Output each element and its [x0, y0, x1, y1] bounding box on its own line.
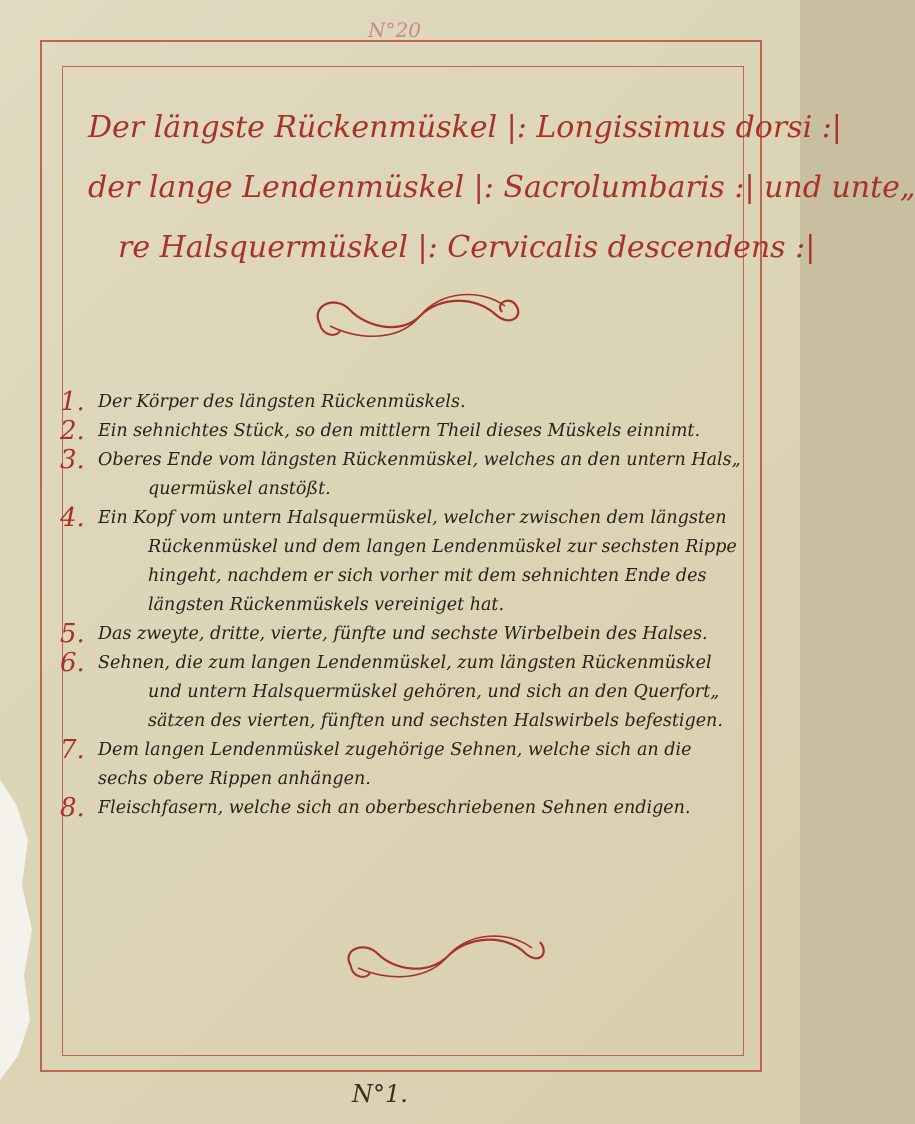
entry-text: Rückenmüskel und dem langen Lendenmüskel zur sechsten Rippe: [148, 537, 737, 557]
entry-number: 8.: [60, 793, 85, 823]
entry-number: 1.: [60, 387, 85, 417]
entry-8: [60, 794, 750, 823]
entry-text: Ein Kopf vom untern Halsquermüskel, welcher zwischen dem längsten: [98, 508, 727, 528]
entry-1: [60, 388, 750, 417]
entry-7: [60, 736, 750, 794]
entry-2: [60, 417, 750, 446]
folio-number-bottom: N°1.: [352, 1080, 408, 1108]
entry-number: 5.: [60, 619, 85, 649]
entry-4: [60, 504, 750, 620]
entry-number: 3.: [60, 445, 85, 475]
torn-edge: [0, 780, 40, 1080]
entry-3: [60, 446, 750, 504]
entry-text: quermüskel anstößt.: [148, 479, 331, 499]
entry-text: Ein sehnichtes Stück, so den mittlern Theil dieses Müskels einnimt.: [98, 421, 701, 441]
title-line-1: Der längste Rückenmüskel |: Longissimus dorsi :|: [88, 110, 842, 145]
entry-text: Sehnen, die zum langen Lendenmüskel, zum längsten Rückenmüskel: [98, 653, 712, 673]
title-line-2: der lange Lendenmüskel |: Sacrolumbaris :| und unte„: [88, 170, 915, 205]
entry-text: hingeht, nachdem er sich vorher mit dem sehnichten Ende des: [148, 566, 707, 586]
flourish-ornament-top: [310, 286, 530, 346]
entry-text: Das zweyte, dritte, vierte, fünfte und sechste Wirbelbein des Halses.: [98, 624, 708, 644]
entry-text: längsten Rückenmüskels vereiniget hat.: [148, 595, 505, 615]
entry-5: [60, 620, 750, 649]
entry-number: 6.: [60, 648, 85, 678]
entry-number: 4.: [60, 503, 85, 533]
entry-text: Dem langen Lendenmüskel zugehörige Sehnen, welche sich an die: [98, 740, 692, 760]
folio-number-top: N°20: [368, 18, 421, 42]
title-line-3: re Halsquermüskel |: Cervicalis descendens :|: [118, 230, 816, 265]
entry-number: 7.: [60, 735, 85, 765]
entry-text: Fleischfasern, welche sich an oberbeschriebenen Sehnen endigen.: [98, 798, 691, 818]
entry-text: sätzen des vierten, fünften und sechsten Halswirbels befestigen.: [148, 711, 723, 731]
flourish-ornament-bottom: [336, 926, 556, 986]
entry-6: [60, 649, 750, 736]
entry-text: und untern Halsquermüskel gehören, und sich an den Querfort„: [148, 682, 720, 702]
numbered-entries-list: [60, 388, 750, 823]
entry-number: 2.: [60, 416, 85, 446]
entry-text: Oberes Ende vom längsten Rückenmüskel, welches an den untern Hals„: [98, 450, 741, 470]
title-block: [88, 98, 915, 278]
entry-text: sechs obere Rippen anhängen.: [98, 769, 371, 789]
entry-text: Der Körper des längsten Rückenmüskels.: [98, 392, 466, 412]
